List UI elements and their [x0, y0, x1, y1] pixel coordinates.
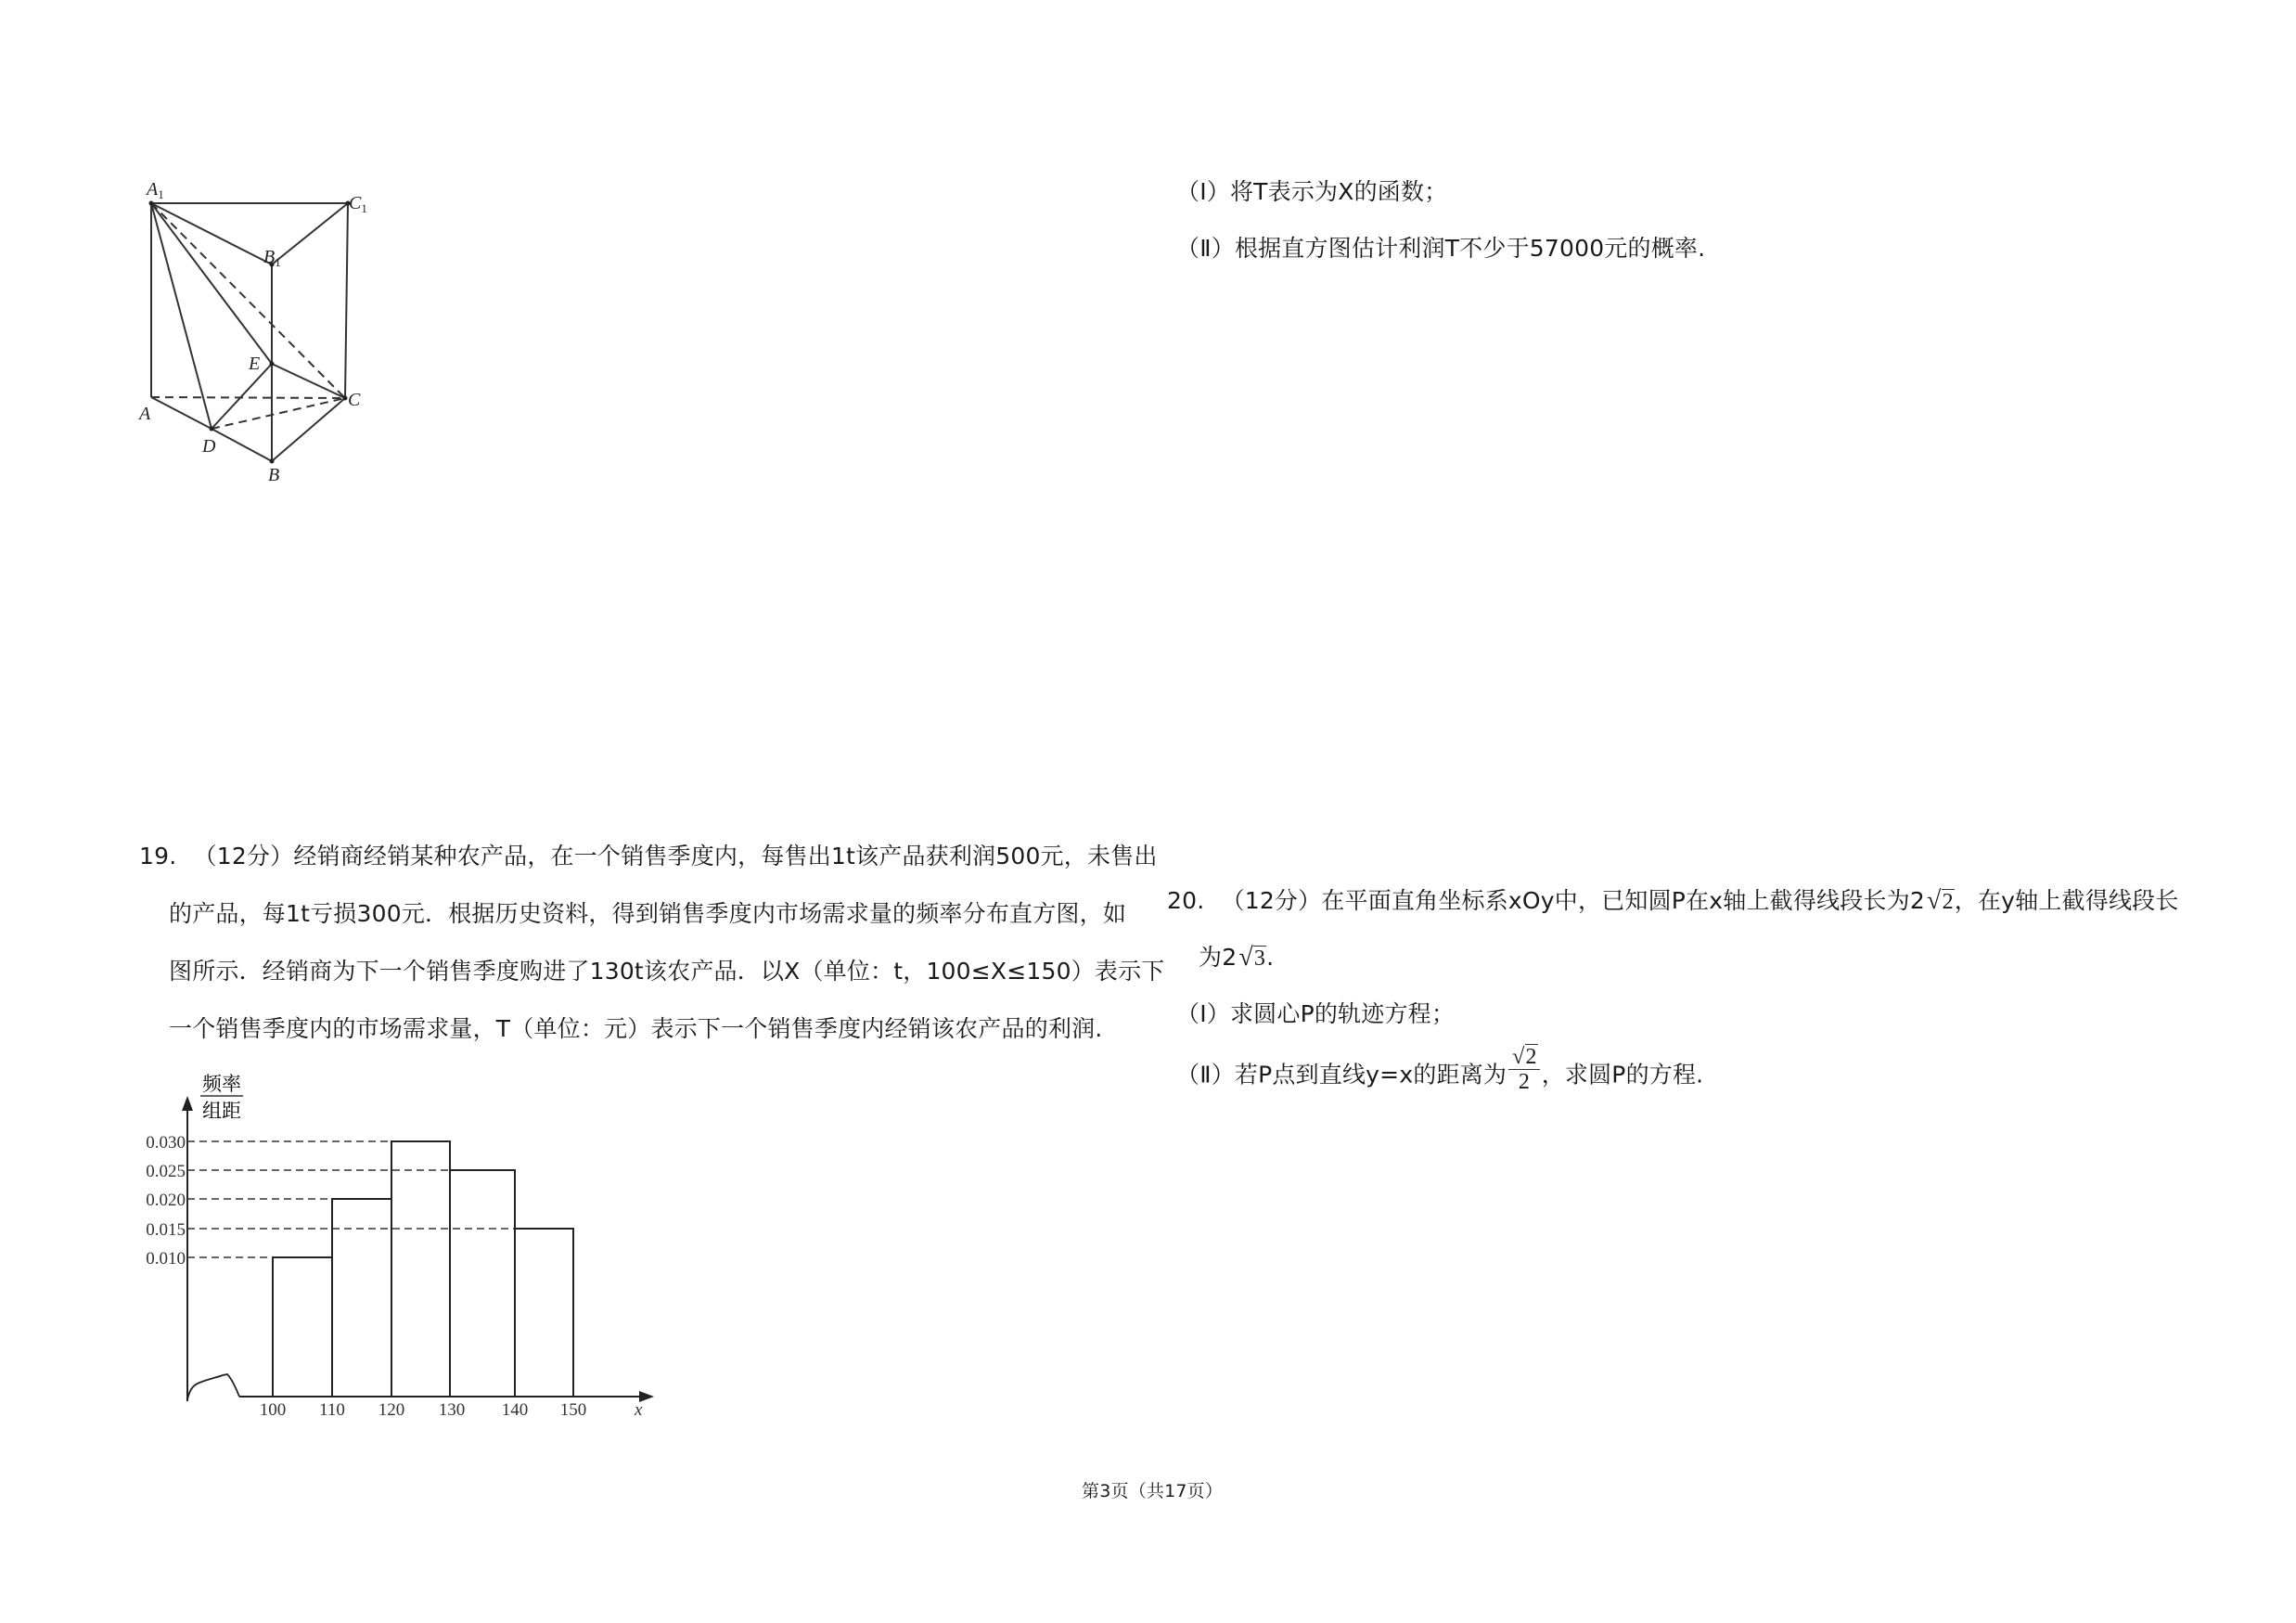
x-tick-130: 130 [438, 1400, 466, 1420]
q20-score: （12分） [1221, 887, 1322, 914]
y-tick-0020: 0.020 [146, 1191, 186, 1210]
label-c1: $C_1$ [349, 193, 367, 215]
y-axis-arrow-icon [182, 1096, 193, 1111]
label-d: D [202, 436, 216, 457]
x-tick-110: 110 [319, 1400, 345, 1420]
q18-part2: （Ⅱ）根据直方图估计利润T不少于57000元的概率. [1176, 235, 1706, 262]
sqrt-expression: √3 [1238, 943, 1266, 972]
frequency-histogram [130, 1058, 668, 1438]
x-tick-120: 120 [378, 1400, 405, 1420]
q18-part1: （Ⅰ）将T表示为X的函数； [1176, 178, 1448, 205]
fraction-expression: $\frac{√2}{2}$ [1508, 1045, 1540, 1094]
q19-line2: 的产品，每1t亏损300元．根据历史资料，得到销售季度内市场需求量的频率分布直方图，如 [169, 900, 1127, 927]
q20-part2-b: ，求圆P的方程. [1541, 1061, 1704, 1088]
q20-part2-a: （Ⅱ）若P点到直线y=x的距离为 [1176, 1061, 1507, 1088]
label-b: B [268, 465, 280, 485]
label-e: E [249, 354, 261, 374]
q20-text-2a: 为2 [1199, 944, 1238, 971]
x-tick-100: 100 [259, 1400, 287, 1420]
q19-line3: 图所示．经销商为下一个销售季度购进了130t该农产品．以X（单位：t，100≤X≤150）表示下 [169, 958, 1165, 985]
y-tick-0030: 0.030 [146, 1133, 186, 1153]
bar-140-150 [515, 1229, 573, 1397]
q20-number: 20. [1167, 887, 1205, 914]
q19-line4: 一个销售季度内的市场需求量，T（单位：元）表示下一个销售季度内经销该农产品的利润. [169, 1015, 1103, 1042]
q20-line2 [1199, 944, 1274, 973]
bar-120-130 [391, 1141, 450, 1397]
x-tick-150: 150 [559, 1400, 587, 1420]
y-axis-label-denominator: 组距 [202, 1100, 241, 1122]
q20-text-1a: 在平面直角坐标系xOy中，已知圆P在x轴上截得线段长为2 [1321, 887, 1925, 914]
label-b1: $B_1$ [263, 247, 281, 269]
page-number: 第3页（共17页） [1082, 1481, 1224, 1501]
q20-text-2b: . [1266, 944, 1275, 971]
y-tick-0025: 0.025 [146, 1162, 186, 1181]
q20-line1 [1167, 887, 2179, 916]
q20-part1: （Ⅰ）求圆心P的轨迹方程； [1176, 1000, 1456, 1027]
label-a: A [139, 404, 151, 424]
sqrt-expression: √2 [1926, 886, 1954, 915]
q19-line1 [139, 843, 1158, 870]
q19-number: 19. [139, 843, 177, 869]
q19-text-1: 经销商经销某种农产品，在一个销售季度内，每售出1t该产品获利润500元，未售出 [293, 843, 1158, 869]
y-tick-0010: 0.010 [146, 1249, 186, 1269]
bar-100-110 [273, 1257, 332, 1397]
y-axis-label-numerator: 频率 [202, 1073, 241, 1095]
prism-figure [130, 167, 399, 492]
x-axis-label: x [635, 1400, 643, 1420]
x-tick-140: 140 [501, 1400, 529, 1420]
y-tick-0015: 0.015 [146, 1220, 186, 1240]
q20-text-1b: ，在y轴上截得线段长 [1954, 887, 2179, 914]
label-c: C [348, 390, 361, 410]
label-a1: $A_1$ [147, 179, 164, 201]
q20-part2 [1176, 1045, 1704, 1094]
q19-score: （12分） [193, 843, 294, 869]
bar-130-140 [450, 1170, 515, 1397]
